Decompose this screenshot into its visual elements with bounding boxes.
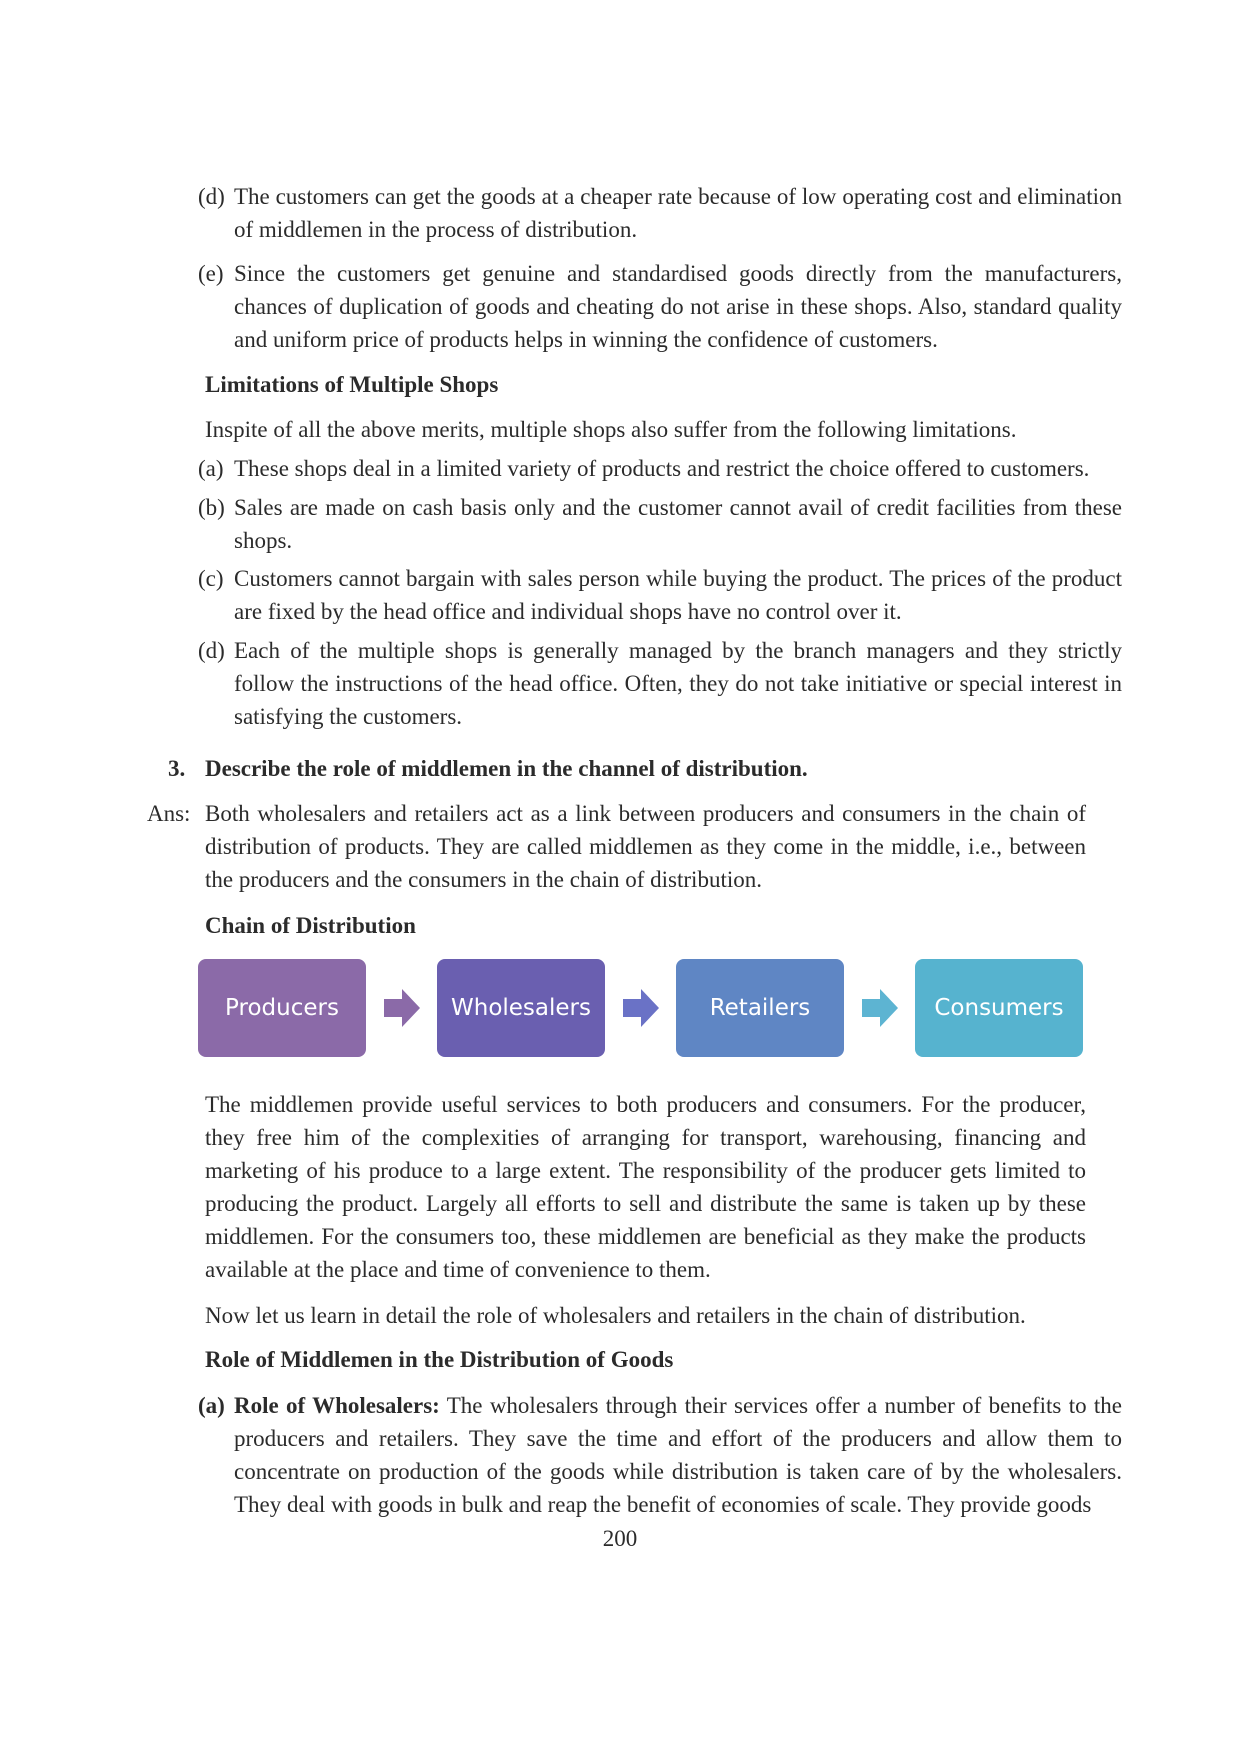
item-title: Role of Wholesalers: [234, 1393, 440, 1418]
node-label: Producers [225, 995, 339, 1021]
arrow-shape [862, 989, 898, 1027]
item-label: (e) [198, 261, 224, 286]
chain-node-retailers [676, 959, 844, 1057]
chain-heading: Chain of Distribution [205, 913, 416, 938]
middlemen-services-paragraph: The middlemen provide useful services to both producers and consumers. For the producer, they free him of the complexities of arranging for transport, warehousing, financing and marketing of his produce to a large extent. The responsibility of the producer gets limited to producing the product. Largely all efforts to sell and distribute the same is taken up by these middlemen. For the consumers too, these middlemen are beneficial as they make the products available at the place and time of convenience to them. [205, 1092, 1086, 1282]
role-item-a [198, 1389, 1122, 1521]
limitation-item-b [198, 491, 1122, 557]
arrow-right-icon [862, 989, 898, 1027]
node-label: Wholesalers [451, 995, 591, 1021]
arrow-right-icon [623, 989, 659, 1027]
item-label: (d) [198, 184, 225, 209]
limitation-item-a [198, 452, 1122, 485]
limitations-intro: Inspite of all the above merits, multiple shops also suffer from the following limitations. [205, 417, 1017, 442]
chain-node-consumers [915, 959, 1083, 1057]
arrow-shape [384, 989, 420, 1027]
merit-item-d [198, 180, 1122, 246]
item-label: (c) [198, 566, 224, 591]
item-label: (b) [198, 495, 225, 520]
item-label: (a) [198, 1393, 225, 1418]
item-text: The customers can get the goods at a cheaper rate because of low operating cost and elimination of middlemen in the process of distribution. [234, 184, 1122, 242]
node-label: Consumers [934, 995, 1064, 1021]
chain-node-wholesalers [437, 959, 605, 1057]
item-label: (a) [198, 456, 224, 481]
transition-paragraph: Now let us learn in detail the role of wholesalers and retailers in the chain of distribution. [205, 1303, 1026, 1328]
section-heading-limitations: Limitations of Multiple Shops [205, 372, 499, 397]
section-heading-role: Role of Middlemen in the Distribution of Goods [205, 1347, 674, 1372]
limitation-item-c [198, 562, 1122, 628]
merit-item-e [198, 257, 1122, 356]
item-text: Each of the multiple shops is generally managed by the branch managers and they strictly follow the instructions of the head office. Often, they do not take initiative or special interest in satisfying the customers. [234, 638, 1122, 729]
limitation-item-d [198, 634, 1122, 733]
item-label: (d) [198, 638, 225, 663]
node-label: Retailers [709, 995, 811, 1021]
question-number: 3. [168, 756, 186, 781]
item-text: Since the customers get genuine and standardised goods directly from the manufacturers, chances of duplication of goods and cheating do not arise in these shops. Also, standard quality and uniform price of products helps in winning the confidence of customers. [234, 261, 1122, 352]
chain-node-producers [198, 959, 366, 1057]
item-text: These shops deal in a limited variety of products and restrict the choice offered to customers. [234, 456, 1090, 481]
answer-text: Both wholesalers and retailers act as a link between producers and consumers in the chain of distribution of products. They are called middlemen as they come in the middle, i.e., between the producers and the consumers in the chain of distribution. [205, 801, 1086, 892]
item-text: The wholesalers through their services offer a number of benefits to the producers and retailers. They save the time and effort of the producers and allow them to concentrate on production of the goods while distribution is taken care of by the wholesalers. They deal with goods in bulk and reap the benefit of economies of scale. They provide goods [234, 1393, 1122, 1517]
page-number: 200 [602, 1526, 638, 1551]
answer-label: Ans: [147, 801, 191, 826]
arrow-shape [623, 989, 659, 1027]
question-text: Describe the role of middlemen in the channel of distribution. [205, 756, 808, 781]
arrow-right-icon [384, 989, 420, 1027]
item-text: Sales are made on cash basis only and the customer cannot avail of credit facilities from these shops. [234, 495, 1122, 553]
item-text: Customers cannot bargain with sales person while buying the product. The prices of the product are fixed by the head office and individual shops have no control over it. [234, 566, 1122, 624]
